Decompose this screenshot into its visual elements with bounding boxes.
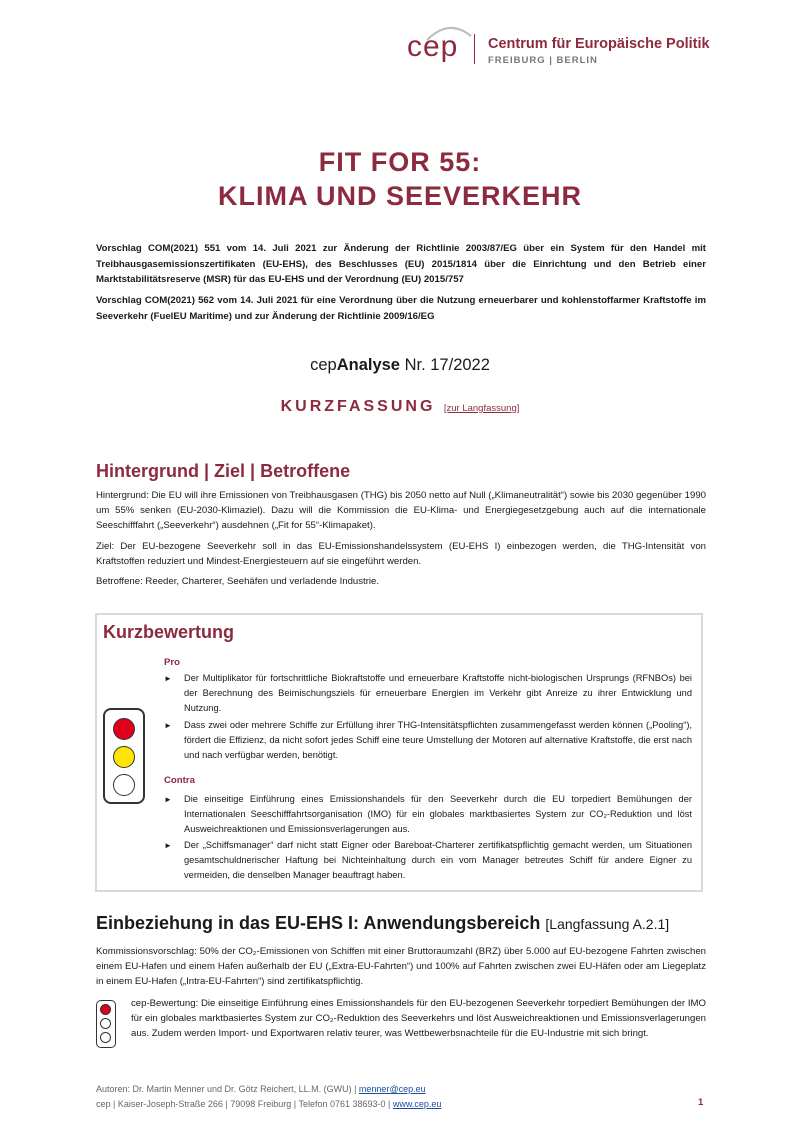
kurzfassung-title: KURZFASSUNG (280, 398, 436, 415)
traffic-light-icon (103, 708, 145, 804)
contra-item-text: Der „Schiffsmanager“ darf nicht statt Eigner oder Bareboat-Charterer zertifikatspflichtig gemacht werden, um Situationen gesamtschuldnerischer Haftung bei Nichteinhaltung durch ein vom Manager betreutes Schiff für andere Eigner zu vermeiden, die denselben Manager beauftragt haben. (184, 840, 692, 881)
kommissionsvorschlag-text: Kommissionsvorschlag: 50% der CO₂-Emissionen von Schiffen mit einer Bruttoraumzahl (BRZ) über 5.000 auf EU-bezogene Fahrten zwischen einem EU-Hafen und einem Hafen außerhalb der EU („Extra-EU-Fahrten“) und 100% auf Fahrten zwischen zwei EU-Häfen oder am Liegeplatz in einem EU-Hafen („Intra-EU-Fahrten“) sind zertifikatspflichtig. (96, 946, 706, 988)
lamp-yellow (113, 746, 135, 768)
lamp-off (113, 774, 135, 796)
ziel-text: Ziel: Der EU-bezogene Seeverkehr soll in das EU-Emissionshandelssystem (EU-EHS I) einbezogen werden, die THG-Intensität von Kraftstoffen reduziert und Mindest-Energiesteuern auf sie eingeführt werden. (96, 541, 706, 568)
org-cities: FREIBURG | BERLIN (488, 55, 598, 66)
cep-bewertung-text: cep-Bewertung: Die einseitige Einführung eines Emissionshandels für den EU-bezogenen Seeverkehr torpediert Bemühungen der IMO für ein globales marktbasiertes System zur CO₂-Reduktion des Seeverkehrs und löst Ausweichreaktionen und Emissionsverlagerungen aus. Zudem werden Import- und Exportwaren relativ teurer, was Wettbewerbsnachteile für die EU-Industrie mit sich bringt. (131, 998, 706, 1040)
org-name: Centrum für Europäische Politik (488, 36, 710, 52)
footer-authors: Autoren: Dr. Martin Menner und Dr. Götz Reichert, LL.M. (GWU) | (96, 1084, 359, 1094)
kurzfassung-heading (0, 398, 800, 416)
logo-text: cep (407, 30, 459, 63)
proposal-1: Vorschlag COM(2021) 551 vom 14. Juli 2021 zur Änderung der Richtlinie 2003/87/EG über ein System für den Handel mit Treibhausgasemissionszertifikaten (EU-EHS), des Beschlusses (EU) 2015/1814 über die Einrichtung und den Betrieb einer Marktstabilitätsreserve (MSR) für das EU-EHS und der Verordnung (EU) 2015/757 (96, 243, 706, 285)
pro-item (164, 671, 692, 717)
langfassung-ref-link[interactable]: [Langfassung A.2.1] (545, 916, 670, 932)
lamp-red (113, 718, 135, 740)
pro-label: Pro (164, 657, 180, 668)
langfassung-link[interactable]: [zur Langfassung] (443, 403, 520, 414)
triangle-right-icon: ► (164, 795, 172, 804)
logo-divider (474, 34, 475, 64)
contra-item (164, 792, 692, 838)
einbeziehung-title: Einbeziehung in das EU-EHS I: Anwendungsbereich (96, 913, 541, 933)
analyse-bold: Analyse (336, 356, 400, 374)
page-title-line2: KLIMA UND SEEVERKEHR (217, 181, 583, 211)
section-heading-hintergrund: Hintergrund | Ziel | Betroffene (96, 461, 351, 481)
triangle-right-icon: ► (164, 674, 172, 683)
contra-label: Contra (164, 775, 195, 786)
footer-address: cep | Kaiser-Joseph-Straße 266 | 79098 Freiburg | Telefon 0761 38693-0 | (96, 1099, 393, 1109)
lamp-off (100, 1032, 111, 1043)
contra-item-text: Die einseitige Einführung eines Emissionshandels für den Seeverkehr durch die EU torpediert Bemühungen der Internationalen Seeschifffahrtsorganisation (IMO) für ein globales marktbasiertes System zur CO₂-Reduktion und löst Ausweichreaktionen und Emissionsverlagerungen aus. (184, 794, 692, 835)
triangle-right-icon: ► (164, 721, 172, 730)
footer-email-link[interactable]: menner@cep.eu (358, 1084, 426, 1094)
triangle-right-icon: ► (164, 841, 172, 850)
traffic-light-icon (96, 1000, 116, 1048)
section-heading-einbeziehung (96, 913, 669, 934)
pro-item-text: Dass zwei oder mehrere Schiffe zur Erfüllung ihrer THG-Intensitätspflichten zusammengefasst werden können („Pooling“), fördert die Effizienz, da nicht sofort jedes Schiff eine teure Umstellung der Motoren auf alternative Kraftstoffe, die erst nach und nach verfügbar werden, benötigt. (184, 720, 692, 761)
betroffene-text: Betroffene: Reeder, Charterer, Seehäfen und verladende Industrie. (96, 576, 380, 587)
kurzbewertung-heading: Kurzbewertung (103, 622, 235, 642)
lamp-red (100, 1004, 111, 1015)
footer (96, 1082, 526, 1112)
analyse-prefix: cep (310, 356, 337, 374)
pro-item (164, 718, 692, 764)
proposal-2: Vorschlag COM(2021) 562 vom 14. Juli 2021 für eine Verordnung über die Nutzung erneuerbarer und kohlenstoffarmer Kraftstoffe im Seeverkehr (FuelEU Maritime) und zur Änderung der Richtlinie 2009/16/EG (96, 295, 706, 322)
footer-authors-line (96, 1082, 526, 1097)
page-title-line1: FIT FOR 55: (318, 147, 482, 177)
analyse-rest: Nr. 17/2022 (400, 356, 490, 374)
hintergrund-text: Hintergrund: Die EU will ihre Emissionen von Treibhausgasen (THG) bis 2050 netto auf Null („Klimaneutralität“) sowie bis 2030 gegenüber 1990 um 55% senken (EU-2030-Klimaziel). Dazu will die Kommission die EU-Klima- und Energiegesetzgebung auch auf die internationale Seeschifffahrt („Seeverkehr“) ausdehnen („Fit for 55“-Klimapaket). (96, 490, 706, 532)
footer-web-link[interactable]: www.cep.eu (392, 1099, 442, 1109)
pro-item-text: Der Multiplikator für fortschrittliche Biokraftstoffe und erneuerbare Kraftstoffe nicht-biologischen Ursprungs (RFNBOs) bei der Berechnung des Beimischungsziels für erneuerbare Energien im Verkehr gibt Anreize zu ihrer Entwicklung und Nutzung. (184, 673, 692, 714)
analyse-number (0, 356, 800, 375)
lamp-off (100, 1018, 111, 1029)
page-number: 1 (698, 1097, 704, 1108)
contra-item (164, 838, 692, 884)
footer-address-line (96, 1097, 526, 1112)
